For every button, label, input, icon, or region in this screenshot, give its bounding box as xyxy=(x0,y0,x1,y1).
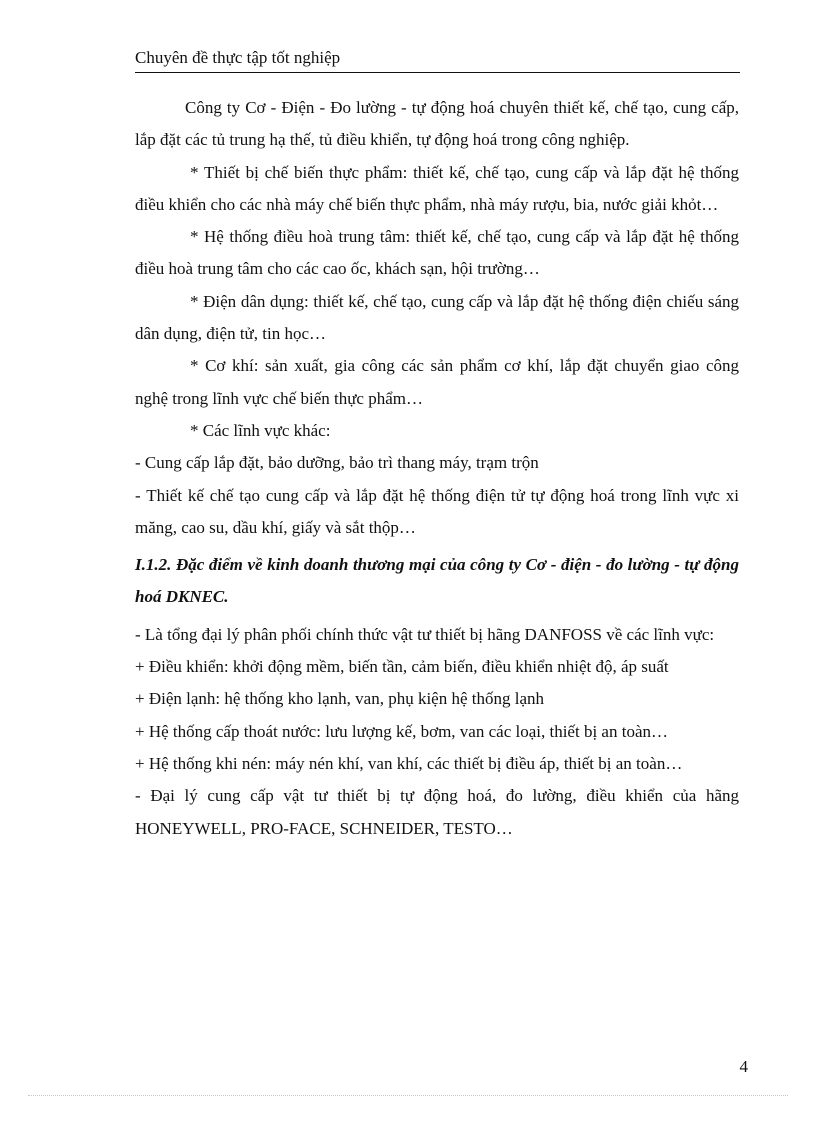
paragraph: - Đại lý cung cấp vật tư thiết bị tự động hoá, đo lường, điều khiển của hãng HONEYWELL, PRO-FACE, SCHNEIDER, TESTO… xyxy=(135,786,739,838)
document-body xyxy=(135,92,739,845)
page-bottom-divider xyxy=(28,1095,788,1096)
paragraph: + Điều khiển: khởi động mềm, biến tần, cảm biến, điều khiển nhiệt độ, áp suất xyxy=(135,657,669,677)
paragraph: * Thiết bị chế biến thực phẩm: thiết kế, chế tạo, cung cấp và lắp đặt hệ thống điều khiển cho các nhà máy chế biến thực phẩm, nhà máy rượu, bia, nước giải khỏt… xyxy=(135,162,739,214)
paragraph: - Là tổng đại lý phân phối chính thức vật tư thiết bị hãng DANFOSS về các lĩnh vực: xyxy=(135,624,715,644)
paragraph: * Cơ khí: sản xuất, gia công các sản phẩm cơ khí, lắp đặt chuyển giao công nghệ trong lĩnh vực chế biến thực phẩm… xyxy=(135,356,739,408)
paragraph: + Hệ thống cấp thoát nước: lưu lượng kế, bơm, van các loại, thiết bị an toàn… xyxy=(135,721,668,741)
paragraph: Công ty Cơ - Điện - Đo lường - tự động hoá chuyên thiết kế, chế tạo, cung cấp, lắp đặt các tủ trung hạ thế, tủ điều khiển, tự động hoá trong công nghiệp. xyxy=(135,98,739,150)
paragraph: - Thiết kế chế tạo cung cấp và lắp đặt hệ thống điện tử tự động hoá trong lĩnh vực xi măng, cao su, dầu khí, giấy và sắt thộp… xyxy=(135,485,739,537)
section-heading: I.1.2. Đặc điểm về kinh doanh thương mại của công ty Cơ - điện - đo lường - tự động hoá DKNEC. xyxy=(135,555,739,607)
paragraph: + Hệ thống khi nén: máy nén khí, van khí, các thiết bị điều áp, thiết bị an toàn… xyxy=(135,753,683,773)
header-title: Chuyên đề thực tập tốt nghiệp xyxy=(135,48,341,67)
paragraph: + Điện lạnh: hệ thống kho lạnh, van, phụ kiện hệ thống lạnh xyxy=(135,689,545,709)
paragraph: * Điện dân dụng: thiết kế, chế tạo, cung cấp và lắp đặt hệ thống điện chiếu sáng dân dụng, điện tử, tin học… xyxy=(135,291,739,344)
page-header xyxy=(135,46,740,73)
paragraph: * Các lĩnh vực khác: xyxy=(190,420,331,440)
page-number: 4 xyxy=(739,1057,748,1076)
paragraph: * Hệ thống điều hoà trung tâm: thiết kế, chế tạo, cung cấp và lắp đặt hệ thống điều hoà trung tâm cho các cao ốc, khách sạn, hội trường… xyxy=(135,227,739,279)
paragraph: - Cung cấp lắp đặt, bảo dưỡng, bảo trì thang máy, trạm trộn xyxy=(135,453,539,473)
